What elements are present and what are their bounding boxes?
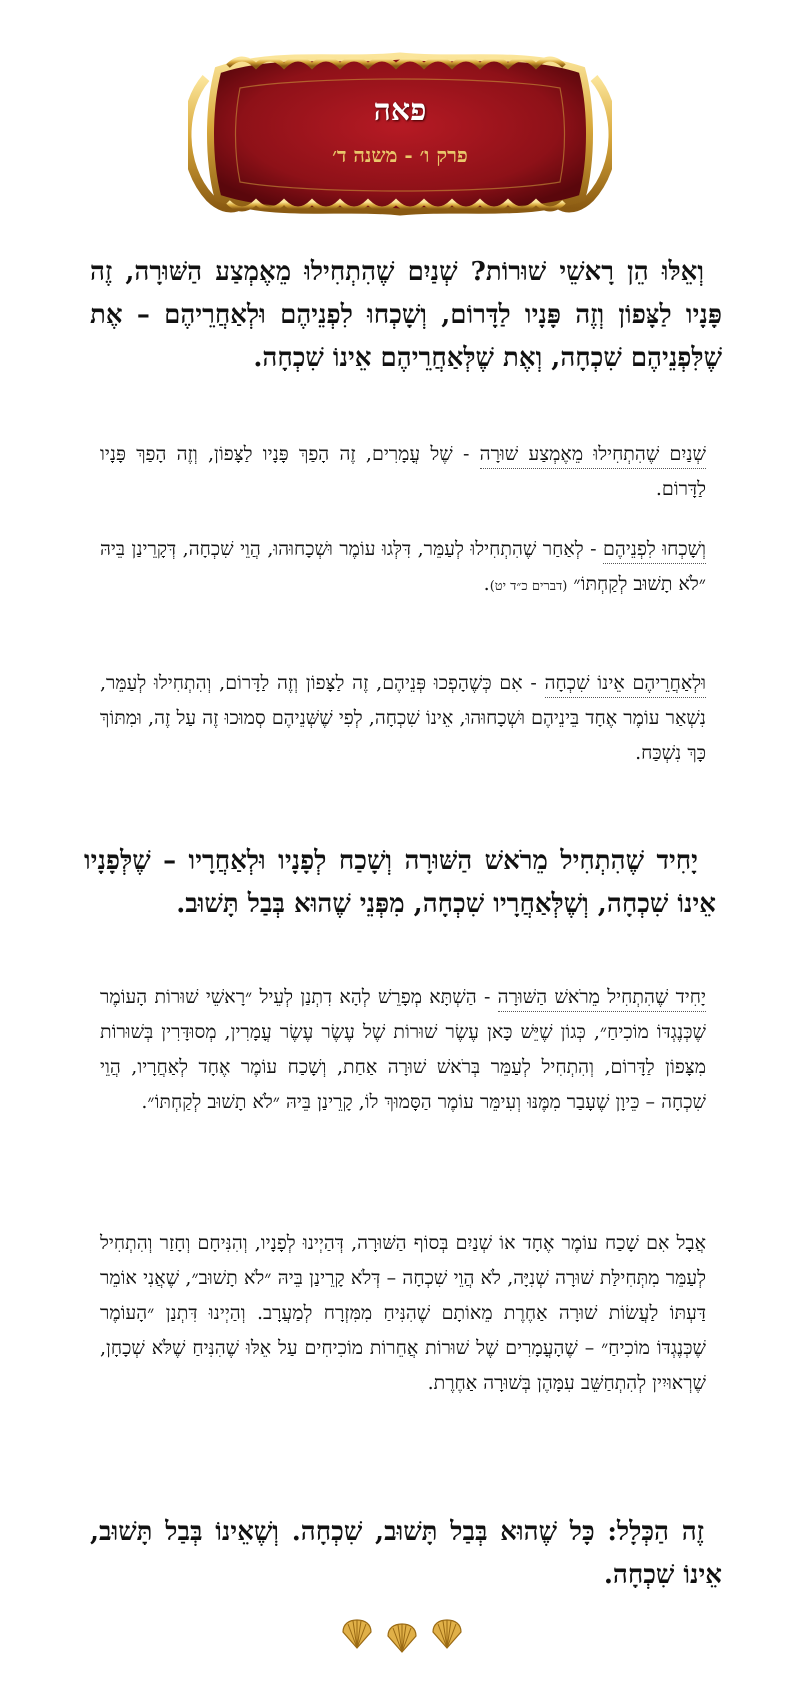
header-banner xyxy=(188,48,612,220)
shell-icon xyxy=(340,1618,374,1650)
page-title: פאה xyxy=(373,93,427,128)
commentary-paragraph-1 xyxy=(100,437,706,507)
commentary-paragraph-2 xyxy=(100,532,706,604)
commentary-lemma: וּלְאַחֲרֵיהֶם אֵינוֹ שִׁכְחָה xyxy=(545,672,706,698)
commentary-text-end: . xyxy=(483,573,490,595)
mishna-text-3: זֶה הַכְּלָל: כָּל שֶׁהוּא בְּבַל תָּשׁוּב, שִׁכְחָה. וְשֶׁאֵינוֹ בְּבַל תָּשׁוּב, אֵינוֹ שִׁכְחָה. xyxy=(90,1517,722,1590)
commentary-text: - אִם כְּשֶׁהָפְכוּ פְּנֵיהֶם, זֶה לַצָּפוֹן וְזֶה לַדָּרוֹם, וְהִתְחִילוּ לְעַמֵּר, נִשְׁאַר עוֹמֶר אֶחָד בֵּינֵיהֶם וּשְׁכָחוּהוּ, אֵינוֹ שִׁכְחָה, לְפִי שֶׁשְּׁנֵיהֶם סְמוּכוּ זֶה עַל זֶה, וּמִתּוֹךְ כָּךְ נִשְׁכַּח. xyxy=(100,672,706,764)
chapter-subtitle: פרק ו׳ - משנה ד׳ xyxy=(332,143,468,167)
footer-ornament xyxy=(340,1618,466,1654)
commentary-text: - שֶׁל עֳמָרִים, זֶה הָפַךְ פָּנָיו לַצָּפוֹן, וְזֶה הָפַךְ פָּנָיו לַדָּרוֹם. xyxy=(100,443,706,500)
shell-icon xyxy=(430,1618,464,1650)
scroll-ornament xyxy=(188,48,612,220)
commentary-paragraph-4 xyxy=(100,980,706,1120)
commentary-text: - הַשְׁתָּא מְפָרֵשׁ לְהָא דִתְנַן לְעֵיל ״רָאשֵׁי שׁוּרוֹת הָעוֹמֶר שֶׁכְּנֶגְדּוֹ מוֹכִיחַ״, כְּגוֹן שֶׁיֵּשׁ כָּאן עֶשֶׂר שׁוּרוֹת שֶׁל עֶשֶׂר עֶשֶׂר עֳמָרִין, מְסוּדָּרִין בְּשׁוּרוֹת מִצָּפוֹן לַדָּרוֹם, וְהִתְחִיל לְעַמֵּר בְּרֹאשׁ שׁוּרָה אַחַת, וְשָׁכַח עוֹמֶר אֶחָד לְאַחֲרָיו, הֲוֵי שִׁכְחָה – כֵּיוָן שֶׁעָבַר מִמֶּנּוּ וְעִימֵּר עוֹמֶר הַסָּמוּךְ לוֹ, קָרֵינַן בֵּיהּ ״לֹא תָשׁוּב לְקַחְתּוֹ״. xyxy=(100,986,706,1113)
commentary-lemma: וְשָׁכְחוּ לִפְנֵיהֶם xyxy=(603,538,706,564)
shell-icon xyxy=(385,1622,419,1654)
commentary-paragraph-3 xyxy=(100,666,706,771)
mishna-text-2: יָחִיד שֶׁהִתְחִיל מֵרֹאשׁ הַשּׁוּרָה וְשָׁכַח לְפָנָיו וּלְאַחֲרָיו – שֶׁלְּפָנָיו אֵינוֹ שִׁכְחָה, וְשֶׁלְּאַחֲרָיו שִׁכְחָה, מִפְּנֵי שֶׁהוּא בְּבַל תָּשׁוּב. xyxy=(84,846,716,919)
commentary-text: - לְאַחַר שֶׁהִתְחִילוּ לְעַמֵּר, דִּלְּגוּ עוֹמֶר וּשְׁכָחוּהוּ, הֲוֵי שִׁכְחָה, דְּקָרֵינַן בֵּיהּ ״לֹא תָשׁוּב לְקַחְתּוֹ״ xyxy=(100,538,706,595)
commentary-lemma: יָחִיד שֶׁהִתְחִיל מֵרֹאשׁ הַשּׁוּרָה xyxy=(498,986,706,1012)
commentary-lemma: שְׁנַיִם שֶׁהִתְחִילוּ מֵאֶמְצַע שׁוּרָה xyxy=(480,443,706,469)
commentary-paragraph-5: אֲבָל אִם שָׁכַח עוֹמֶר אֶחָד אוֹ שְׁנַיִם בְּסוֹף הַשּׁוּרָה, דְּהַיְינוּ לְפָנָיו, וְהִנִּיחָם וְחָזַר וְהִתְחִיל לְעַמֵּר מִתְּחִילַּת שׁוּרָה שְׁנִיָּה, לֹא הֲוֵי שִׁכְחָה – דְּלֹא קָרֵינַן בֵּיהּ ״לֹא תָשׁוּב״, שֶׁאֲנִי אוֹמֵר דַּעְתּוֹ לַעֲשׂוֹת שׁוּרָה אַחֶרֶת מֵאוֹתָם שֶׁהִנִּיחַ מִמִּזְרָח לְמַעֲרָב. וְהַיְינוּ דִּתְנַן ״הָעוֹמֶר שֶׁכְּנֶגְדּוֹ מוֹכִיחַ״ – שֶׁהָעֳמָרִים שֶׁל שׁוּרוֹת אֲחֵרוֹת מוֹכִיחִים עַל אֵלּוּ שֶׁהִנִּיחַ שֶׁלֹּא שְׁכָחָן, שֶׁרְאוּיִין לְהִתְחַשֵּׁב עִמָּהֶן בְּשׁוּרָה אַחֶרֶת. xyxy=(100,1232,706,1394)
mishna-text-1: וְאֵלּוּ הֵן רָאשֵׁי שׁוּרוֹת? שְׁנַיִם שֶׁהִתְחִילוּ מֵאֶמְצַע הַשּׁוּרָה, זֶה פָּנָיו לַצָּפוֹן וְזֶה פָּנָיו לַדָּרוֹם, וְשָׁכְחוּ לִפְנֵיהֶם וּלְאַחֲרֵיהֶם – אֶת שֶׁלִּפְנֵיהֶם שִׁכְחָה, וְאֶת שֶׁלְּאַחֲרֵיהֶם אֵינוֹ שִׁכְחָה. xyxy=(90,257,722,373)
verse-reference: (דברים כ״ד יט) xyxy=(489,579,568,594)
